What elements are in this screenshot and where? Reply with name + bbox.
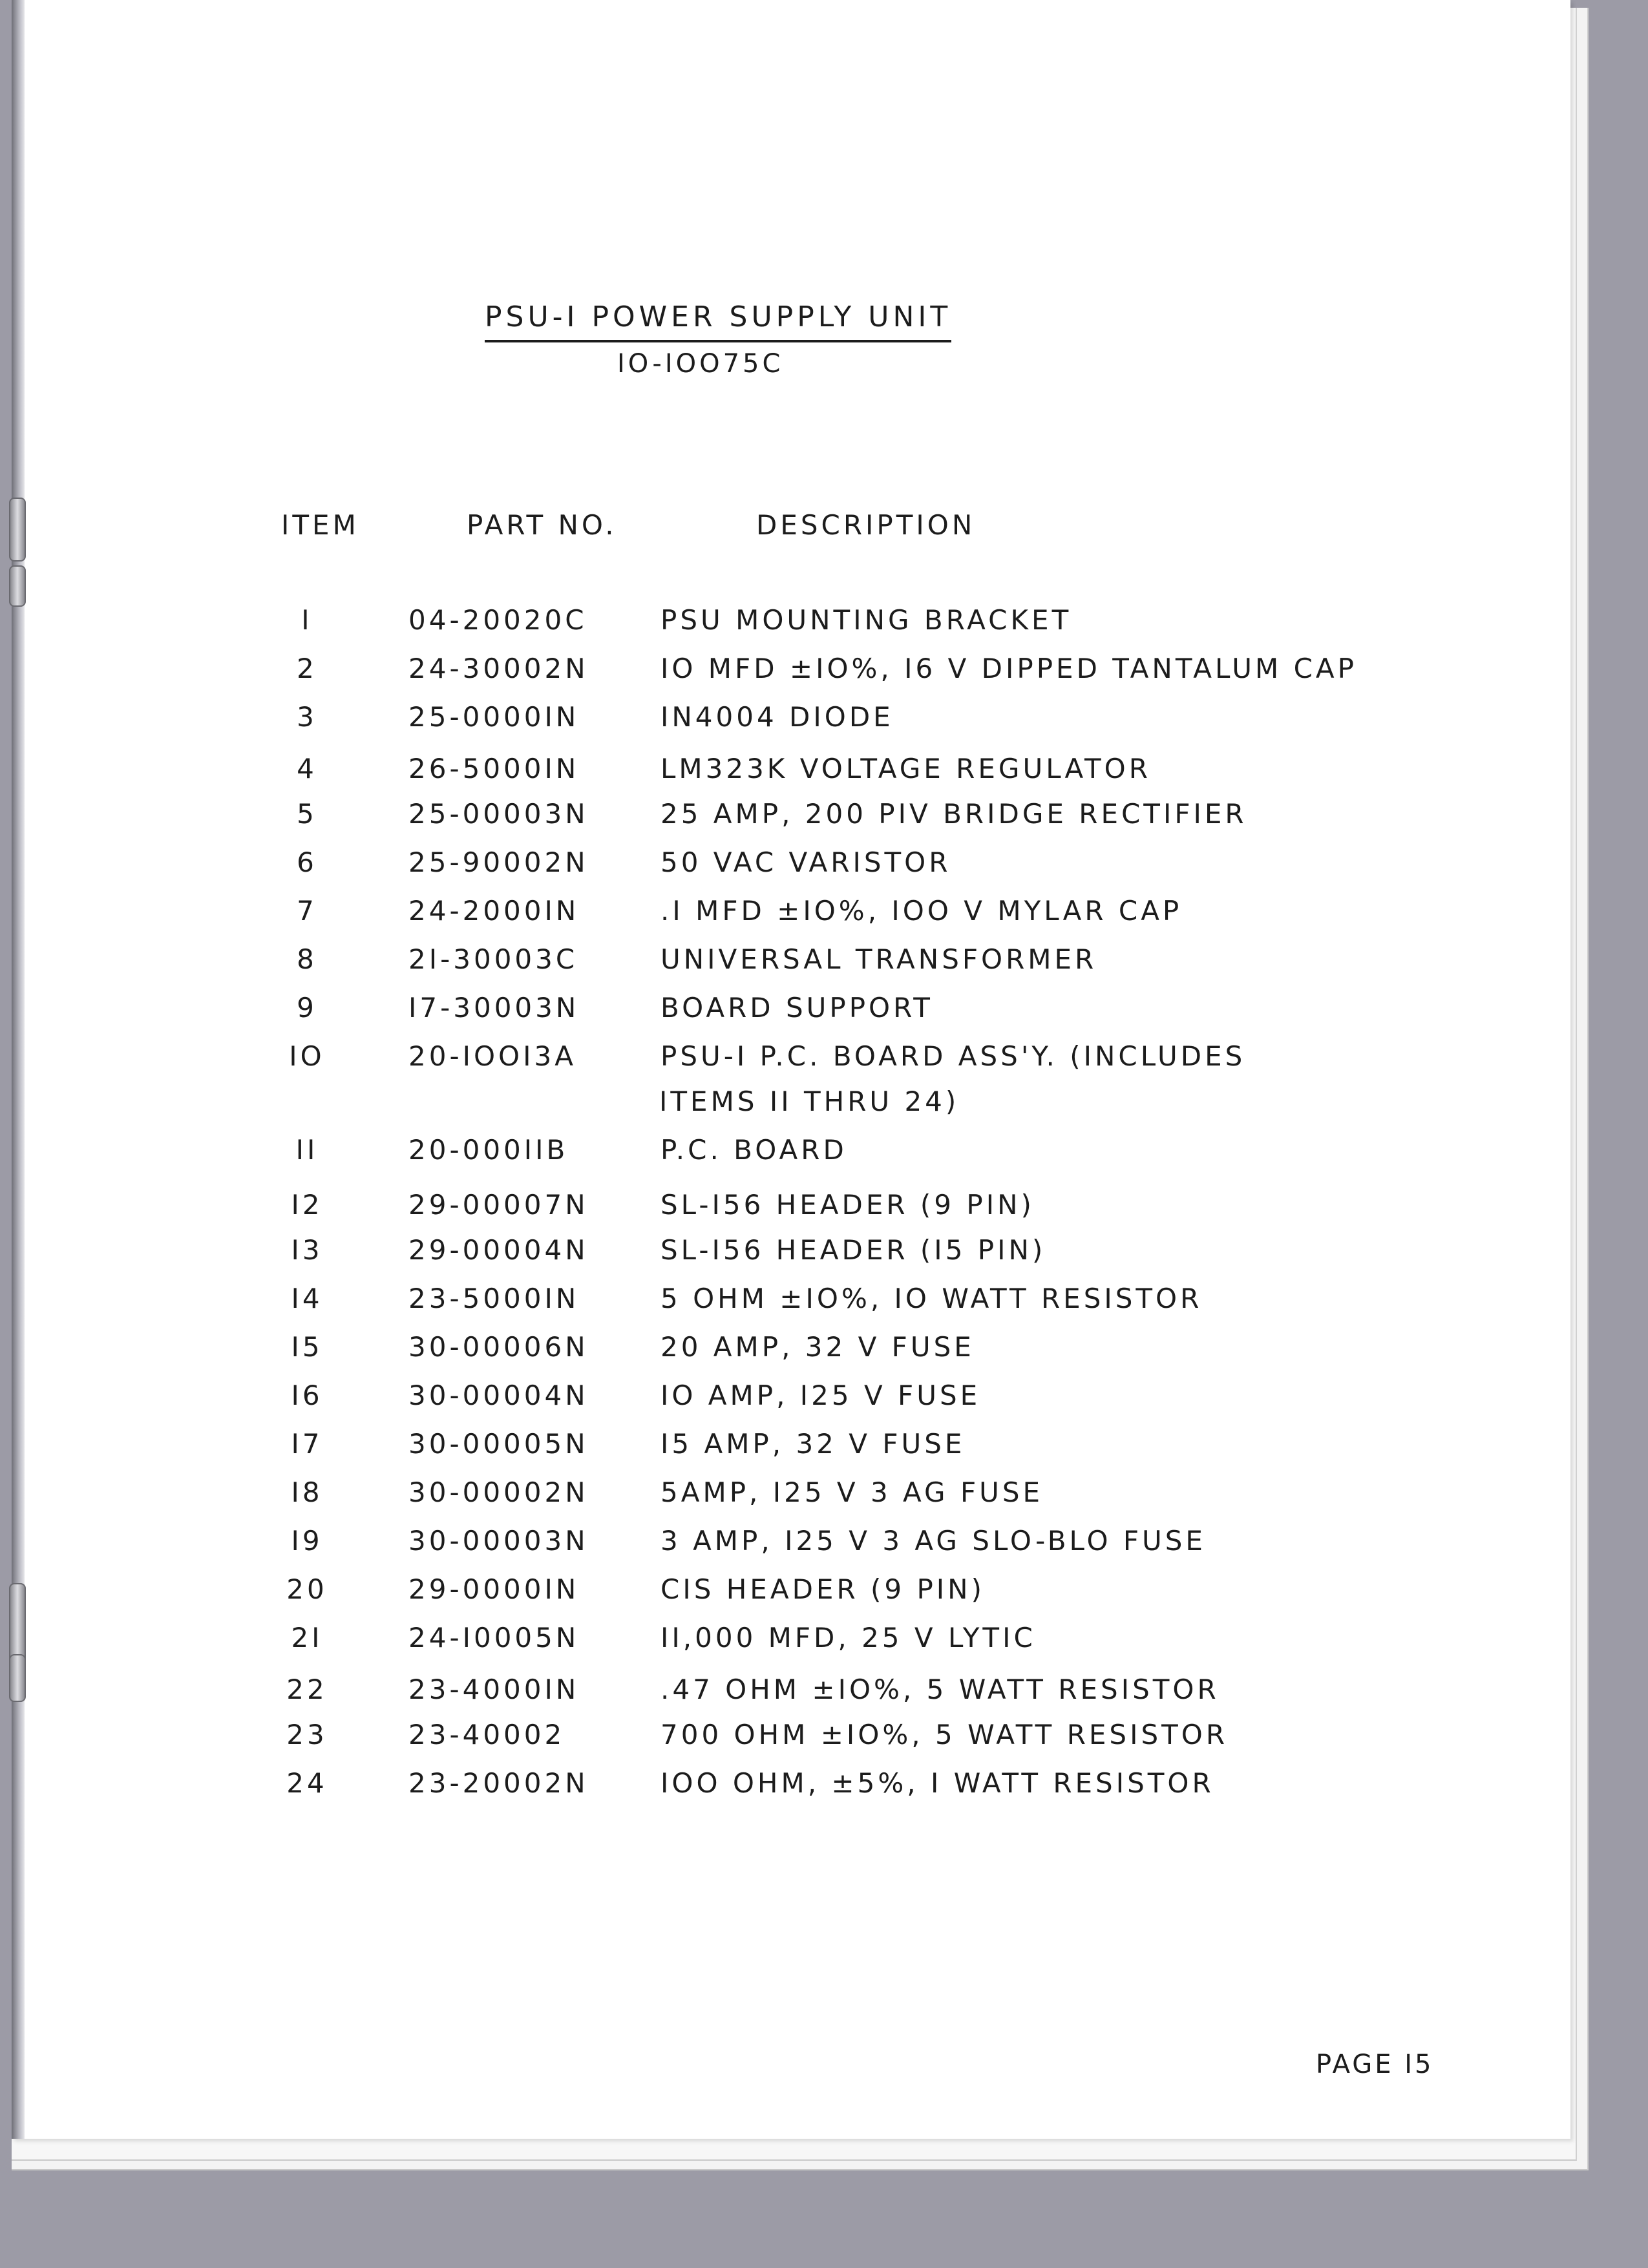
part-number: 23-5000IN: [408, 1283, 580, 1314]
table-row: [0, 1040, 1551, 1117]
item-number: I7: [291, 1428, 323, 1460]
part-number: 25-90002N: [408, 846, 589, 878]
part-number: 30-00006N: [408, 1331, 589, 1363]
part-description: .47 OHM ±IO%, 5 WATT RESISTOR: [660, 1674, 1220, 1705]
item-number: 3: [297, 701, 317, 733]
column-header-description: DESCRIPTION: [756, 509, 976, 541]
part-description: SL-I56 HEADER (9 PIN): [660, 1189, 1035, 1221]
table-row: [0, 1674, 1551, 1712]
item-number: 20: [286, 1573, 328, 1605]
table-row: [0, 1525, 1551, 1564]
item-number: I2: [291, 1189, 323, 1221]
part-description: PSU-I P.C. BOARD ASS'Y. (INCLUDES: [660, 1040, 1246, 1072]
item-number: 9: [297, 992, 317, 1024]
part-number: 26-5000IN: [408, 753, 580, 784]
part-number: 23-40002: [408, 1719, 565, 1750]
part-number: 23-20002N: [408, 1767, 589, 1799]
part-number: 30-00005N: [408, 1428, 589, 1460]
part-description: IO MFD ±IO%, I6 V DIPPED TANTALUM CAP: [660, 653, 1357, 684]
part-number: 29-00004N: [408, 1234, 589, 1266]
document-part-number: IO-IOO75C: [617, 349, 784, 379]
part-description: 3 AMP, I25 V 3 AG SLO-BLO FUSE: [660, 1525, 1206, 1557]
table-row: [0, 1283, 1551, 1321]
part-description: .I MFD ±IO%, IOO V MYLAR CAP: [660, 895, 1183, 927]
part-number: 24-30002N: [408, 653, 589, 684]
item-number: 2I: [291, 1622, 323, 1654]
part-description: IN4004 DIODE: [660, 701, 894, 733]
table-row: [0, 943, 1551, 982]
part-description: IO AMP, I25 V FUSE: [660, 1380, 981, 1411]
part-number: 25-0000IN: [408, 701, 580, 733]
table-row: [0, 1622, 1551, 1661]
part-number: 29-0000IN: [408, 1573, 580, 1605]
table-row: [0, 1719, 1551, 1758]
page-number: PAGE I5: [1316, 2050, 1434, 2079]
table-row: [0, 1767, 1551, 1806]
table-row: [0, 1234, 1551, 1273]
table-row: [0, 1380, 1551, 1418]
table-row: [0, 1189, 1551, 1228]
item-number: 6: [297, 846, 317, 878]
item-number: 8: [297, 943, 317, 975]
table-row: [0, 1428, 1551, 1467]
part-description: CIS HEADER (9 PIN): [660, 1573, 985, 1605]
binder-ring: [9, 498, 26, 562]
table-row: [0, 653, 1551, 691]
table-row: [0, 846, 1551, 885]
part-description: I5 AMP, 32 V FUSE: [660, 1428, 966, 1460]
item-number: I8: [291, 1476, 323, 1508]
part-description: SL-I56 HEADER (I5 PIN): [660, 1234, 1046, 1266]
item-number: I5: [291, 1331, 323, 1363]
item-number: I3: [291, 1234, 323, 1266]
table-row: [0, 1134, 1551, 1173]
table-row: [0, 895, 1551, 934]
part-number: 20-IOOI3A: [408, 1040, 576, 1072]
part-number: 2I-30003C: [408, 943, 578, 975]
part-number: 04-20020C: [408, 604, 587, 636]
part-number: 25-00003N: [408, 798, 589, 830]
part-number: 24-I0005N: [408, 1622, 580, 1654]
part-description: 20 AMP, 32 V FUSE: [660, 1331, 975, 1363]
item-number: I: [301, 604, 313, 636]
table-row: [0, 1476, 1551, 1515]
table-row: [0, 798, 1551, 837]
part-number: 30-00003N: [408, 1525, 589, 1557]
item-number: 5: [297, 798, 317, 830]
item-number: 4: [297, 753, 317, 784]
part-description: IOO OHM, ±5%, I WATT RESISTOR: [660, 1767, 1214, 1799]
part-number: 23-4000IN: [408, 1674, 580, 1705]
part-description: PSU MOUNTING BRACKET: [660, 604, 1072, 636]
part-description: II,000 MFD, 25 V LYTIC: [660, 1622, 1036, 1654]
item-number: 7: [297, 895, 317, 927]
column-header-part-no: PART NO.: [467, 509, 617, 541]
table-row: [0, 604, 1551, 643]
item-number: 23: [286, 1719, 328, 1750]
part-description: UNIVERSAL TRANSFORMER: [660, 943, 1097, 975]
table-row: [0, 992, 1551, 1031]
part-description: LM323K VOLTAGE REGULATOR: [660, 753, 1151, 784]
part-number: 30-00002N: [408, 1476, 589, 1508]
part-description: P.C. BOARD: [660, 1134, 847, 1166]
item-number: II: [295, 1134, 319, 1166]
part-description: BOARD SUPPORT: [660, 992, 933, 1024]
part-description: 50 VAC VARISTOR: [660, 846, 951, 878]
part-description: 5 OHM ±IO%, IO WATT RESISTOR: [660, 1283, 1203, 1314]
document-title: PSU-I POWER SUPPLY UNIT: [485, 300, 951, 342]
part-description-continued: ITEMS II THRU 24): [659, 1086, 960, 1117]
part-number: 29-00007N: [408, 1189, 589, 1221]
part-number: I7-30003N: [408, 992, 580, 1024]
item-number: 22: [286, 1674, 328, 1705]
part-description: 25 AMP, 200 PIV BRIDGE RECTIFIER: [660, 798, 1247, 830]
part-number: 20-000IIB: [408, 1134, 569, 1166]
part-description: 5AMP, I25 V 3 AG FUSE: [660, 1476, 1044, 1508]
item-number: 2: [297, 653, 317, 684]
binder-ring: [9, 565, 26, 607]
part-description: 700 OHM ±IO%, 5 WATT RESISTOR: [660, 1719, 1229, 1750]
part-number: 30-00004N: [408, 1380, 589, 1411]
table-row: [0, 753, 1551, 792]
item-number: 24: [286, 1767, 328, 1799]
table-row: [0, 701, 1551, 740]
item-number: I6: [291, 1380, 323, 1411]
item-number: I9: [291, 1525, 323, 1557]
table-row: [0, 1331, 1551, 1370]
item-number: I4: [291, 1283, 323, 1314]
table-row: [0, 1573, 1551, 1612]
part-number: 24-2000IN: [408, 895, 580, 927]
item-number: IO: [289, 1040, 325, 1072]
column-header-item: ITEM: [281, 509, 359, 541]
